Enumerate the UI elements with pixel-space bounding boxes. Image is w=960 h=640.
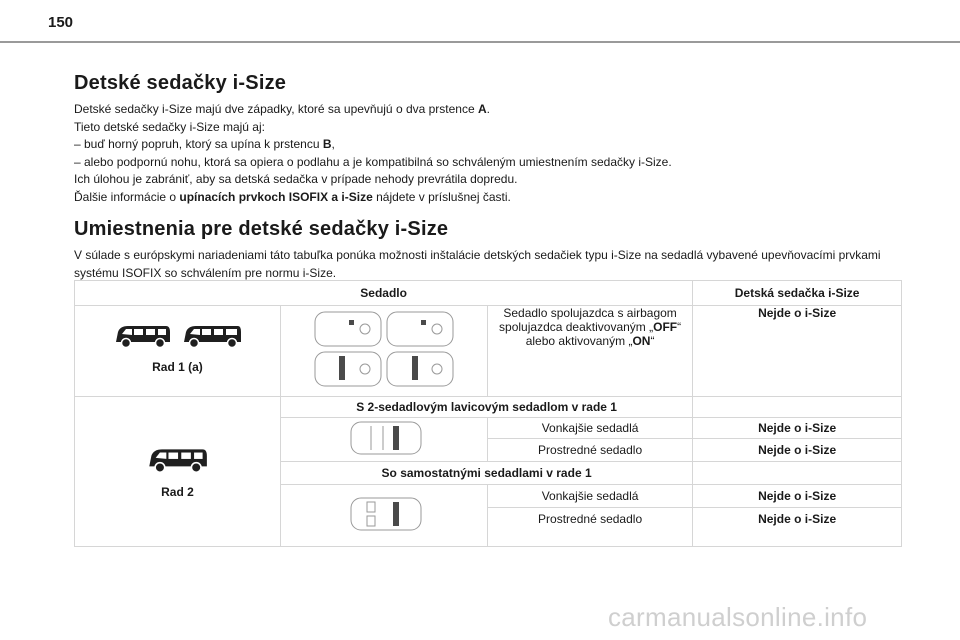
intro-line-6: Ďalšie informácie o upínacích prvkoch ISOFIX a i-Size nájdete v príslušnej časti. [74, 189, 511, 204]
van-long-icon [182, 322, 242, 350]
row2-group2-outer: Vonkajšie sedadlá [487, 485, 692, 508]
locations-paragraph: V súlade s európskymi nariadeniami táto tabuľka ponúka možnosti inštalácie detských sedačiek typu i-Size na sedadlá vybavené upevňovacími prvkami systému ISOFIX so schválením pre normu i-Size. [74, 248, 881, 280]
section-title-isize: Detské sedačky i-Size [74, 72, 287, 94]
row1-label: Rad 1 (a) [152, 360, 203, 374]
row2-group2-middle-value: Nejde o i-Size [693, 508, 902, 547]
page-number: 150 [48, 14, 74, 31]
row1-vehicle-cell [75, 306, 281, 397]
top-divider [0, 41, 960, 43]
empty-cell [693, 397, 902, 418]
table-row [75, 397, 902, 418]
row2-group2-middle: Prostredné sedadlo [487, 508, 692, 547]
header-child-seat: Detská sedačka i-Size [693, 281, 902, 306]
main-content [74, 72, 904, 282]
intro-line-1: Detské sedačky i-Size majú dve západky, ktoré sa upevňujú o dva prstence A. [74, 102, 491, 116]
seat-layout-diagram [281, 494, 487, 534]
row2-group2-title: So samostatnými sedadlami v rade 1 [280, 462, 692, 485]
row2-group1-title: S 2-sedadlovým lavicovým sedadlom v rade 1 [280, 397, 692, 418]
row1-value: Nejde o i-Size [693, 306, 902, 397]
section-title-locations: Umiestnenia pre detské sedačky i-Size [74, 218, 449, 240]
watermark: carmanualsonline.info [608, 602, 868, 632]
row2-group1-middle-value: Nejde o i-Size [693, 439, 902, 462]
seat-layout-diagram [281, 306, 487, 392]
row2-group2-outer-value: Nejde o i-Size [693, 485, 902, 508]
row2-group1-diagram [280, 418, 487, 462]
table-header-row [75, 281, 902, 306]
van-icon [112, 322, 172, 350]
row1-seat-diagram-cell [280, 306, 487, 397]
header-seat: Sedadlo [75, 281, 693, 306]
table-row [75, 306, 902, 397]
intro-line-3: – buď horný popruh, ktorý sa upína k prstencu B, [74, 137, 335, 151]
row2-vehicle-cell [75, 397, 281, 547]
row2-label: Rad 2 [161, 484, 194, 499]
intro-line-5: Ich úlohou je zabrániť, aby sa detská sedačka v prípade nehody prevrátila dopredu. [74, 172, 518, 186]
row2-group1-middle: Prostredné sedadlo [487, 439, 692, 462]
row1-desc-line1: Sedadlo spolujazdca s airbagom [503, 306, 677, 320]
empty-cell [693, 462, 902, 485]
van-icon [145, 445, 209, 475]
row2-group1-outer-value: Nejde o i-Size [693, 418, 902, 439]
row1-desc-line2: spolujazdca deaktivovaným „OFF“ [499, 320, 682, 334]
row2-group1-outer: Vonkajšie sedadlá [487, 418, 692, 439]
seat-layout-diagram [281, 418, 487, 458]
intro-line-4: – alebo podpornú nohu, ktorá sa opiera o podlahu a je kompatibilná so schváleným umiestnením sedačky i-Size. [74, 154, 672, 169]
row1-desc-line3: alebo aktivovaným „ON“ [525, 334, 655, 348]
row2-group2-diagram [280, 485, 487, 547]
intro-line-2: Tieto detské sedačky i-Size majú aj: [74, 119, 265, 134]
isize-table [74, 280, 902, 547]
row1-description [487, 306, 692, 397]
